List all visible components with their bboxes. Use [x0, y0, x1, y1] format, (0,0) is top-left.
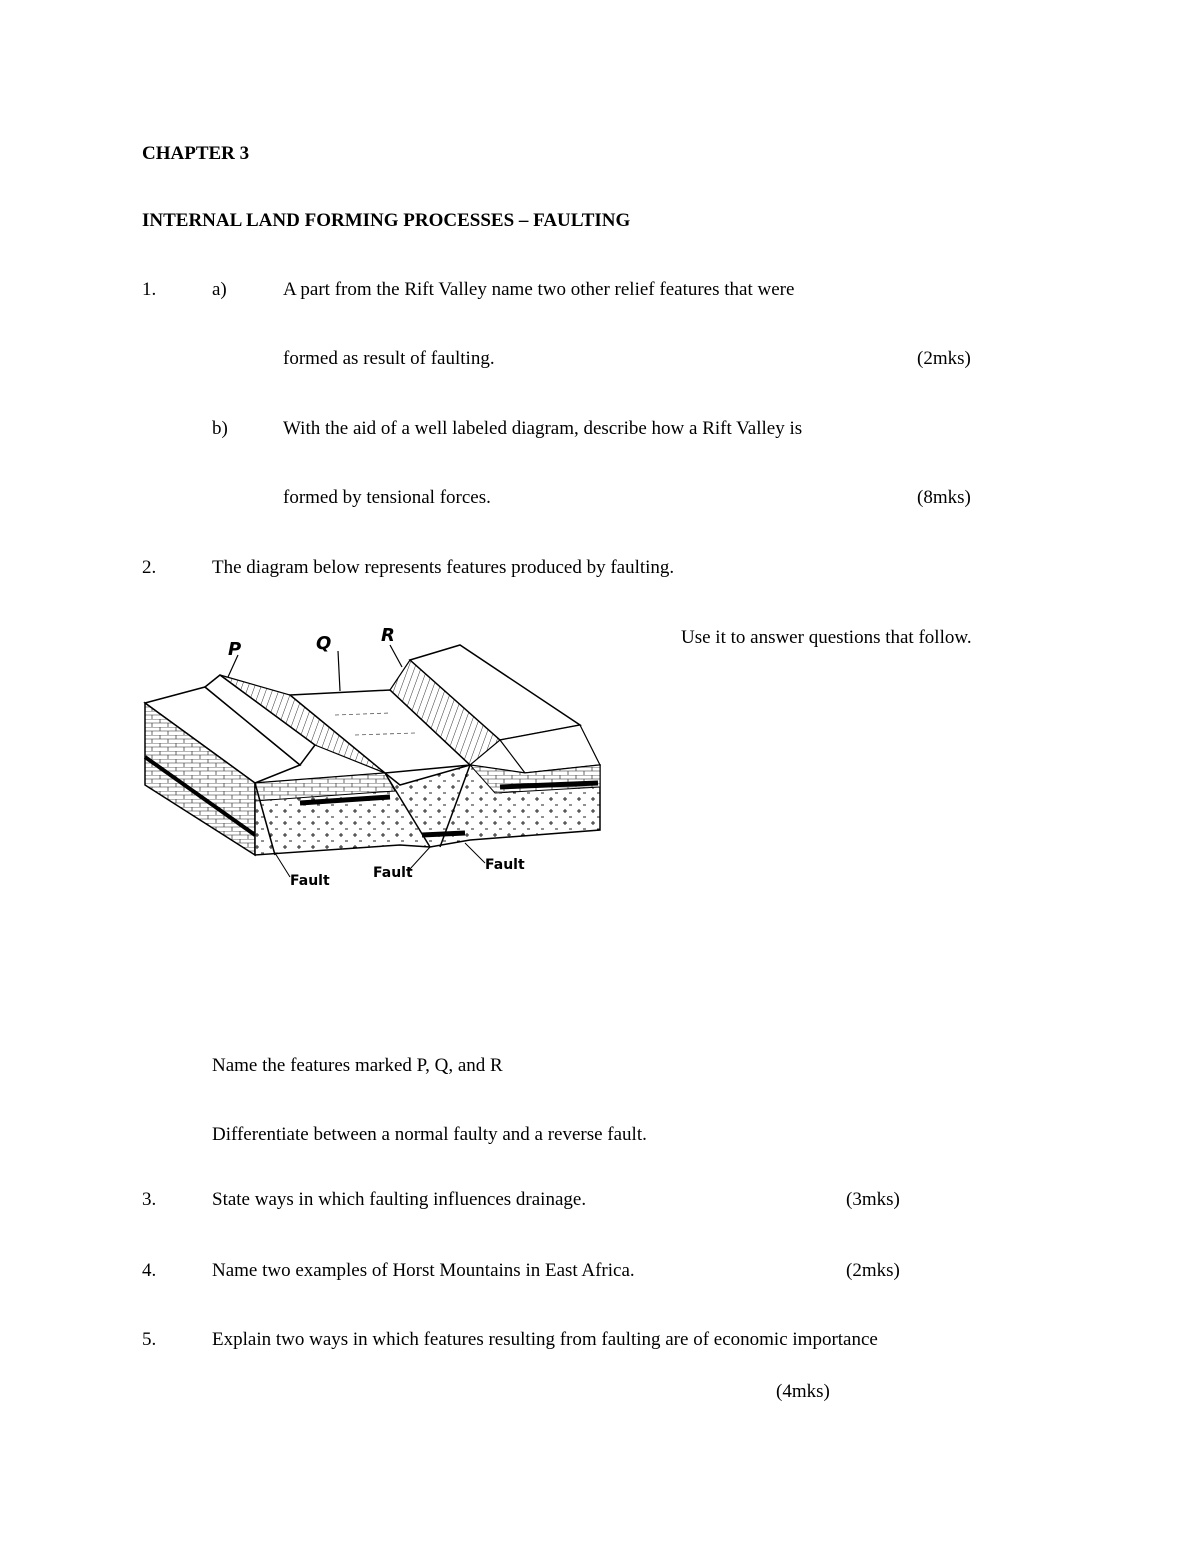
question-1a-label: a): [212, 279, 227, 300]
question-5-text: Explain two ways in which features resulting from faulting are of economic importance: [212, 1329, 878, 1350]
diagram-label-p: P: [228, 639, 242, 660]
question-1a-marks: (2mks): [917, 348, 971, 369]
question-1b-line-1: With the aid of a well labeled diagram, describe how a Rift Valley is: [283, 418, 803, 439]
question-2b-text: Differentiate between a normal faulty and a reverse fault.: [212, 1124, 647, 1145]
question-5-number: 5.: [142, 1329, 157, 1350]
diagram-fault-label-2: Fault: [373, 865, 413, 881]
question-1a-line-2: formed as result of faulting.: [283, 348, 495, 369]
question-2-number: 2.: [142, 557, 157, 578]
diagram-label-q: Q: [316, 633, 332, 654]
question-1b-label: b): [212, 418, 228, 439]
question-5-marks: (4mks): [776, 1381, 830, 1402]
question-3-text: State ways in which faulting influences drainage.: [212, 1189, 587, 1210]
chapter-heading: CHAPTER 3: [142, 143, 250, 164]
question-4-number: 4.: [142, 1260, 157, 1281]
question-2-instruction: Use it to answer questions that follow.: [681, 627, 972, 648]
question-4-text: Name two examples of Horst Mountains in East Africa.: [212, 1260, 635, 1281]
diagram-fault-label-1: Fault: [290, 873, 330, 889]
faulting-diagram: [140, 615, 620, 895]
question-1-number: 1.: [142, 279, 157, 300]
diagram-label-r: R: [381, 625, 395, 646]
question-2a-text: Name the features marked P, Q, and R: [212, 1055, 503, 1076]
question-3-number: 3.: [142, 1189, 157, 1210]
question-1a-line-1: A part from the Rift Valley name two other relief features that were: [283, 279, 795, 300]
faulting-diagram-svg: [140, 615, 620, 895]
question-2-intro: The diagram below represents features produced by faulting.: [212, 557, 675, 578]
page-title: INTERNAL LAND FORMING PROCESSES – FAULTING: [142, 210, 631, 231]
question-1b-line-2: formed by tensional forces.: [283, 487, 491, 508]
question-4-marks: (2mks): [846, 1260, 900, 1281]
diagram-fault-label-3: Fault: [485, 857, 525, 873]
question-3-marks: (3mks): [846, 1189, 900, 1210]
question-1b-marks: (8mks): [917, 487, 971, 508]
